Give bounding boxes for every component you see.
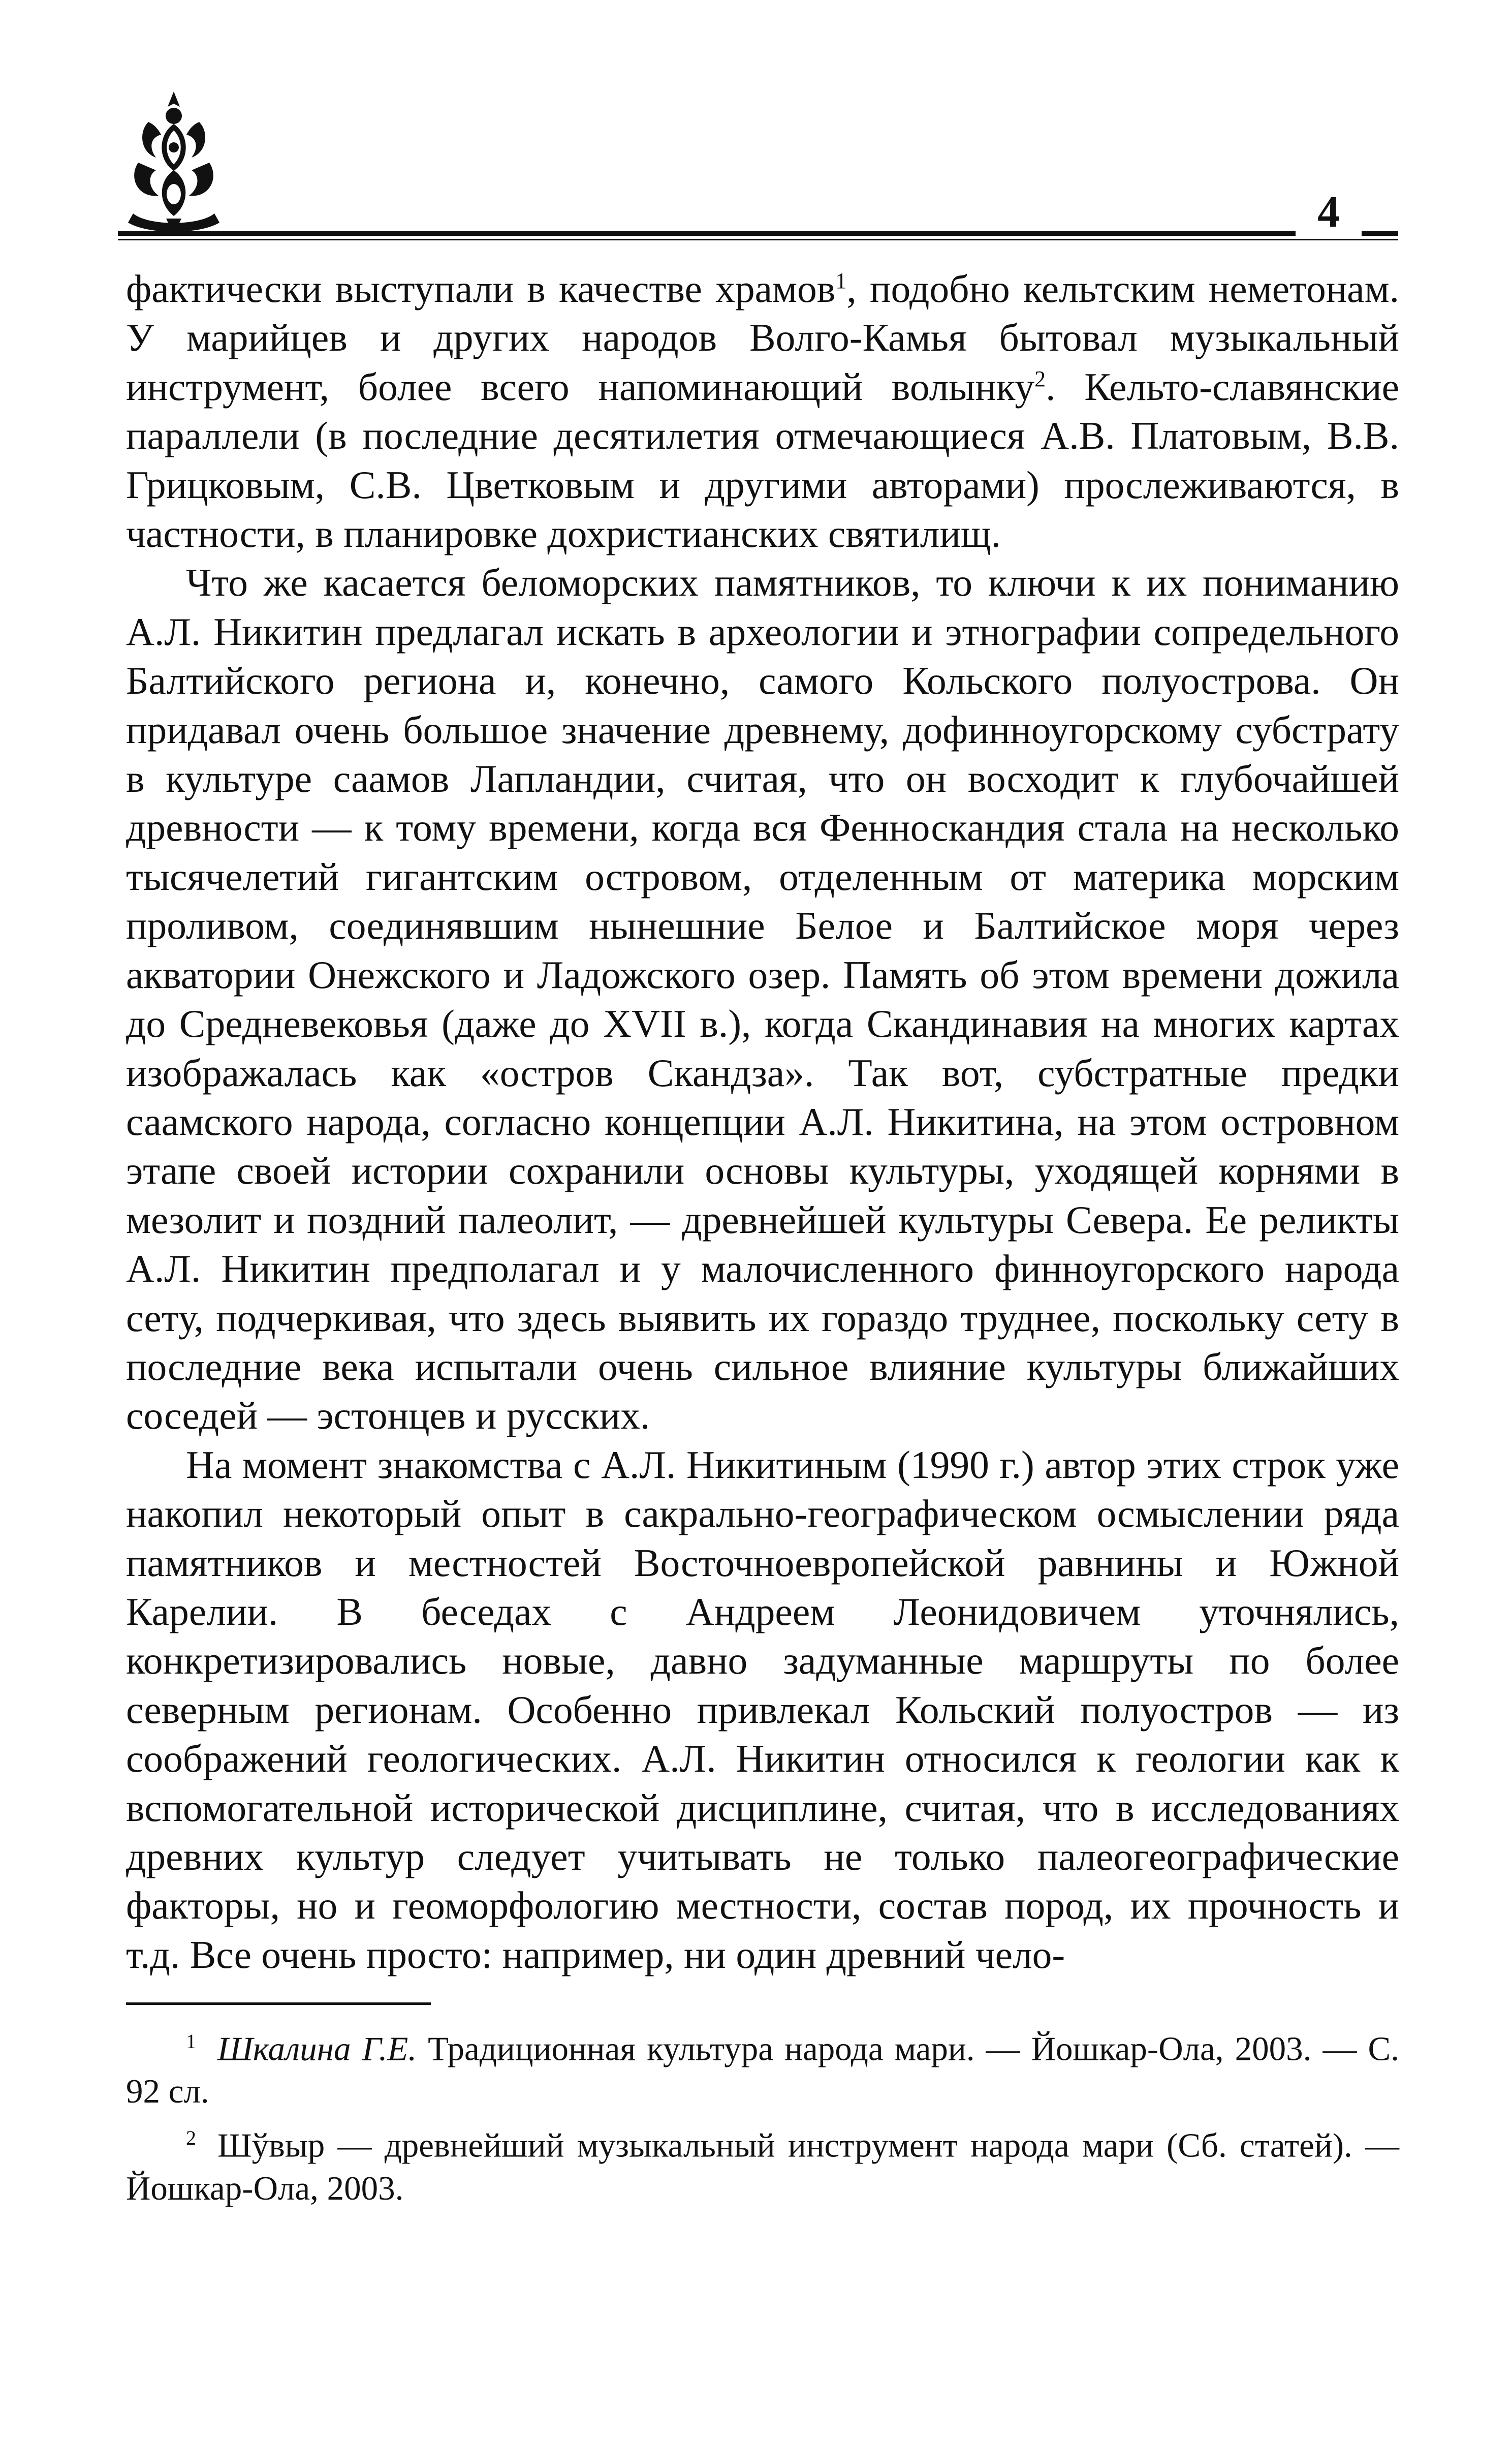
footnote <box>126 2020 1399 2113</box>
page-number: 4 <box>1296 187 1362 238</box>
footnote-reference: 2 <box>1034 366 1046 391</box>
footnote-text: Традиционная культура народа мари. — Йошкар-Ола, 2003. — С. 92 сл. <box>126 2030 1399 2111</box>
footnotes <box>126 2020 1399 2214</box>
paragraph-text: , подобно кельтским неметонам. У марийцев и других народов Волго-Камья бытовал музыкальный инструмент, более всего напоминающий волынку <box>126 267 1399 409</box>
footnote-text: Шўвыр — древнейший музыкальный инструмент народа мари (Сб. статей). — Йошкар-Ола, 2003. <box>126 2126 1399 2207</box>
paragraph-text: Что же касается беломорских памятников, то ключи к их пониманию А.Л. Никитин предлагал искать в археологии и этнографии сопредельного Балтийского региона и, конечно, самого Кольского полуострова. Он придавал очень большое значение древнему, дофинноугорскому субстрату в культуре саамов Лапландии, считая, что он восходит к глубочайшей древности — к тому времени, когда вся Фенноскандия стала на несколько тысячелетий гигантским островом, отделенным от материка морским проливом, соединявшим нынешние Белое и Балтийское моря через акватории Онежского и Ладожского озер. Память об этом времени дожила до Средневековья (даже до XVII в.), когда Скандинавия на многих картах изображалась как «остров Скандза». Так вот, субстратные предки саамского народа, согласно концепции А.Л. Никитина, на этом островном этапе своей истории сохранили основы культуры, уходящей корнями в мезолит и поздний палеолит, — древнейшей культуры Севера. Ее реликты А.Л. Никитин предполагал и у малочисленного финноугорского народа сету, подчеркивая, что здесь выявить их гораздо труднее, поскольку сету в последние века испытали очень сильное влияние культуры ближайших соседей — эстонцев и русских. <box>126 561 1399 1438</box>
paragraph-text: . Кельто-славянские параллели (в последние десятилетия отмечающиеся А.В. Платовым, В.В. Грицковым, С.В. Цветковым и другими авторами) прослеживаются, в частности, в планировке дохристианских святилищ. <box>126 364 1400 556</box>
footnote <box>126 2117 1399 2209</box>
paragraph-text: фактически выступали в качестве храмов <box>126 267 836 311</box>
header-rule-thin <box>118 239 1398 240</box>
paragraph <box>126 1440 1399 1979</box>
footnote-number: 2 <box>186 2126 196 2150</box>
footnote-separator <box>126 2002 431 2005</box>
footnote-reference: 1 <box>835 268 847 294</box>
paragraph <box>126 264 1399 558</box>
header-rule <box>118 231 1398 236</box>
paragraph <box>126 558 1399 1440</box>
footnote-author: Шкалина Г.Е. <box>217 2030 417 2068</box>
footnote-number: 1 <box>186 2030 196 2053</box>
body-text <box>126 264 1399 1979</box>
paragraph-text: На момент знакомства с А.Л. Никитиным (1990 г.) автор этих строк уже накопил некоторый опыт в сакрально-географическом осмыслении ряда памятников и местностей Восточноевропейской равнины и Южной Карелии. В беседах с Андреем Леонидовичем уточнялись, конкретизировались новые, давно задуманные маршруты по более северным регионам. Особенно привлекал Кольский полуостров — из соображений геологических. А.Л. Никитин относился к геологии как к вспомогательной исторической дисциплине, считая, что в исследованиях древних культур следует учитывать не только палеогеографические факторы, но и геоморфологию местности, состав пород, их прочность и т.д. Все очень просто: например, ни один древний чело- <box>126 1442 1399 1976</box>
ornament-icon <box>118 86 230 239</box>
